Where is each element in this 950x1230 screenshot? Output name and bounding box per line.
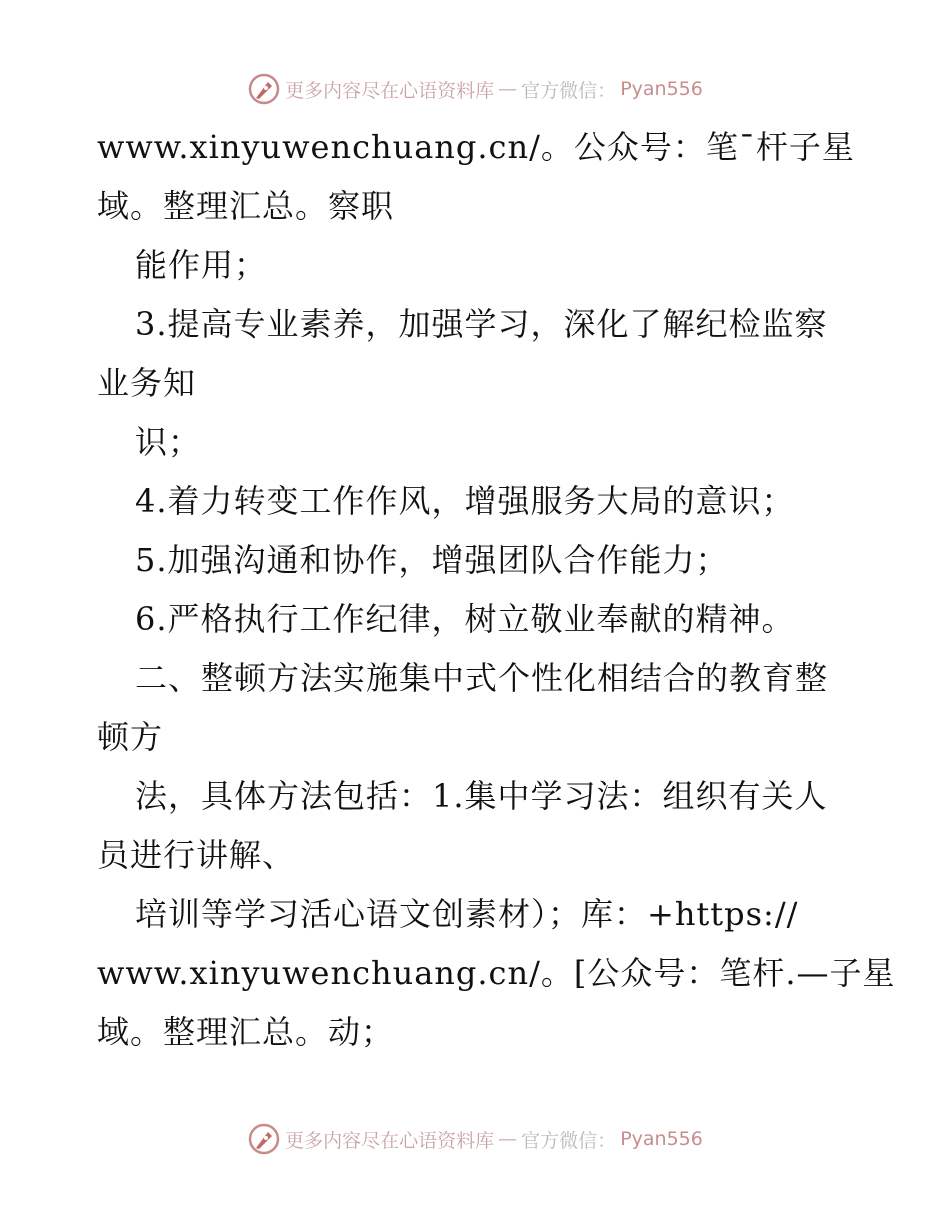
banner-wechat-label: 官方微信：	[521, 79, 617, 102]
banner-dash: —	[498, 78, 518, 100]
pen-nib-logo-icon	[247, 72, 281, 106]
body-line: 二、整顿方法实施集中式个性化相结合的教育整	[135, 659, 829, 697]
body-line: www.xinyuwenchuang.cn/。公众号：笔¯杆子星	[97, 128, 855, 166]
body-line: 顿方	[97, 718, 164, 756]
body-line: www.xinyuwenchuang.cn/。[公众号：笔杆.—子星	[97, 954, 896, 992]
body-line: 域。整理汇总。察职	[97, 187, 395, 225]
body-line: 能作用；	[135, 246, 268, 284]
footer-banner	[0, 1122, 950, 1156]
body-line: 培训等学习活心语文创素材）；库：+https://	[135, 895, 799, 933]
body-line: 员进行讲解、	[97, 836, 296, 874]
pen-nib-logo-icon	[247, 1122, 281, 1156]
banner-wechat-id: Pyan556	[620, 1128, 703, 1150]
body-line: 3.提高专业素养，加强学习，深化了解纪检监察	[135, 305, 828, 343]
body-line: 业务知	[97, 364, 197, 402]
banner-wechat-id: Pyan556	[620, 78, 703, 100]
body-line: 5.加强沟通和协作，增强团队合作能力；	[135, 541, 729, 579]
body-line: 4.着力转变工作作风，增强服务大局的意识；	[135, 482, 795, 520]
body-line: 域。整理汇总。动；	[97, 1013, 395, 1051]
banner-dash: —	[498, 1128, 518, 1150]
banner-wechat-label: 官方微信：	[521, 1129, 617, 1152]
banner-main-text: 更多内容尽在心语资料库	[285, 79, 495, 102]
document-body	[97, 118, 896, 1062]
body-line: 6.严格执行工作纪律，树立敬业奉献的精神。	[135, 600, 795, 638]
body-line: 法，具体方法包括：1.集中学习法：组织有关人	[135, 777, 828, 815]
body-line: 识；	[135, 423, 202, 461]
banner-main-text: 更多内容尽在心语资料库	[285, 1129, 495, 1152]
header-banner	[0, 72, 950, 106]
